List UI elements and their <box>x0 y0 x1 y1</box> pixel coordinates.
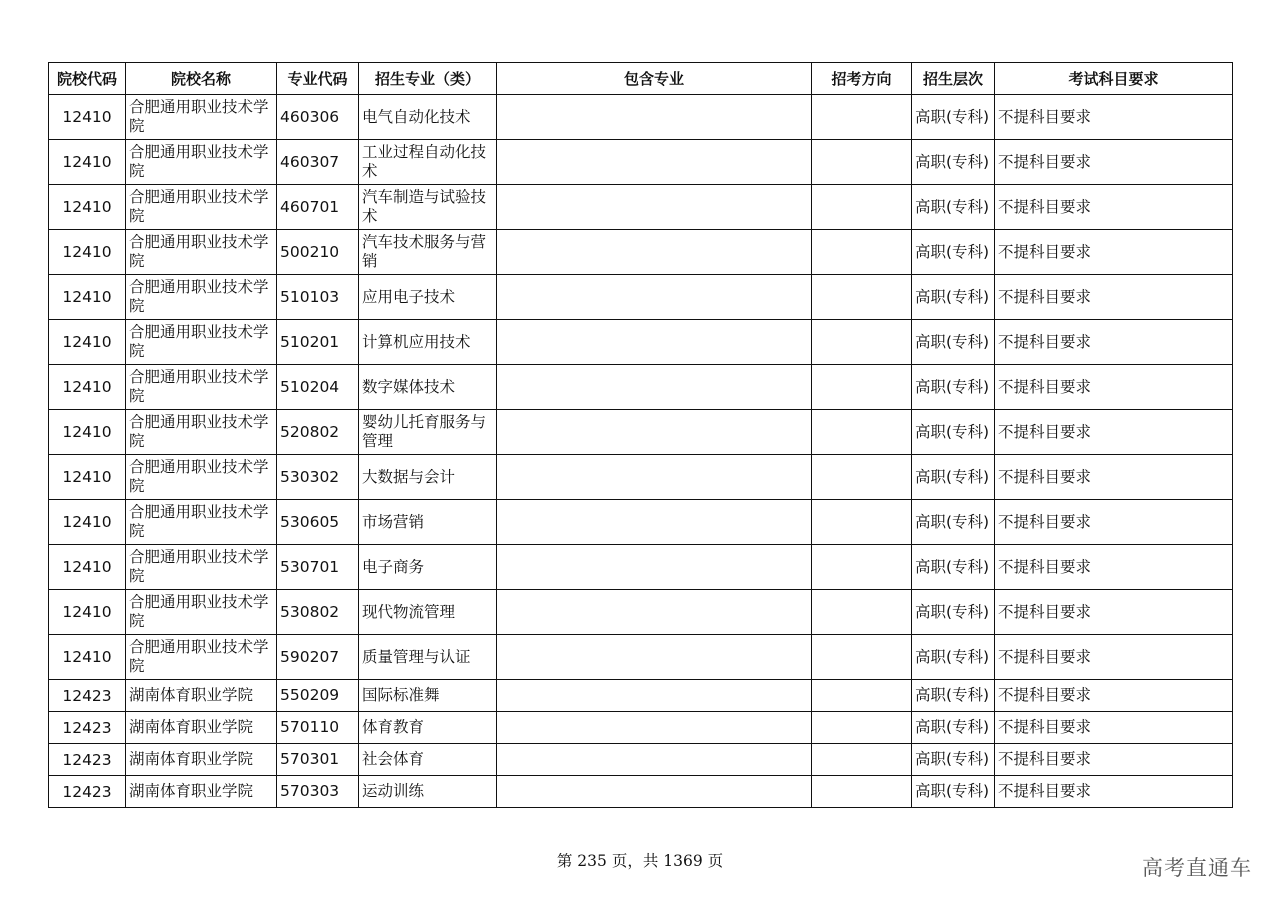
header-major: 招生专业（类） <box>359 63 497 95</box>
level-cell: 高职(专科) <box>912 680 995 712</box>
major-cell: 市场营销 <box>359 500 497 545</box>
school-name-cell: 合肥通用职业技术学院 <box>126 230 277 275</box>
included-majors-cell <box>497 140 812 185</box>
table-row <box>49 455 1233 500</box>
major-code-cell: 530302 <box>277 455 359 500</box>
requirement-cell: 不提科目要求 <box>995 140 1233 185</box>
school-code-cell: 12423 <box>49 680 126 712</box>
included-majors-cell <box>497 95 812 140</box>
major-cell: 电子商务 <box>359 545 497 590</box>
table-row <box>49 590 1233 635</box>
level-cell: 高职(专科) <box>912 545 995 590</box>
level-cell: 高职(专科) <box>912 635 995 680</box>
major-code-cell: 500210 <box>277 230 359 275</box>
header-included-majors: 包含专业 <box>497 63 812 95</box>
header-school-code: 院校代码 <box>49 63 126 95</box>
table-row <box>49 545 1233 590</box>
major-code-cell: 520802 <box>277 410 359 455</box>
school-code-cell: 12410 <box>49 455 126 500</box>
requirement-cell: 不提科目要求 <box>995 410 1233 455</box>
direction-cell <box>812 680 912 712</box>
school-name-cell: 合肥通用职业技术学院 <box>126 95 277 140</box>
table-row <box>49 140 1233 185</box>
watermark: 高考直通车 <box>1142 856 1252 880</box>
major-code-cell: 570110 <box>277 712 359 744</box>
school-code-cell: 12410 <box>49 500 126 545</box>
major-cell: 工业过程自动化技术 <box>359 140 497 185</box>
major-code-cell: 550209 <box>277 680 359 712</box>
header-direction: 招考方向 <box>812 63 912 95</box>
included-majors-cell <box>497 365 812 410</box>
table-header-row <box>49 63 1233 95</box>
major-cell: 国际标准舞 <box>359 680 497 712</box>
table-row <box>49 680 1233 712</box>
school-name-cell: 湖南体育职业学院 <box>126 744 277 776</box>
major-code-cell: 570303 <box>277 776 359 808</box>
school-code-cell: 12410 <box>49 545 126 590</box>
school-code-cell: 12423 <box>49 744 126 776</box>
school-code-cell: 12410 <box>49 365 126 410</box>
major-code-cell: 510103 <box>277 275 359 320</box>
major-cell: 汽车技术服务与营销 <box>359 230 497 275</box>
major-code-cell: 460307 <box>277 140 359 185</box>
requirement-cell: 不提科目要求 <box>995 455 1233 500</box>
requirement-cell: 不提科目要求 <box>995 365 1233 410</box>
requirement-cell: 不提科目要求 <box>995 95 1233 140</box>
table-row <box>49 95 1233 140</box>
major-cell: 质量管理与认证 <box>359 635 497 680</box>
direction-cell <box>812 140 912 185</box>
table-row <box>49 230 1233 275</box>
major-cell: 电气自动化技术 <box>359 95 497 140</box>
included-majors-cell <box>497 680 812 712</box>
school-code-cell: 12410 <box>49 185 126 230</box>
table-row <box>49 776 1233 808</box>
school-name-cell: 湖南体育职业学院 <box>126 776 277 808</box>
level-cell: 高职(专科) <box>912 185 995 230</box>
requirement-cell: 不提科目要求 <box>995 744 1233 776</box>
major-code-cell: 570301 <box>277 744 359 776</box>
school-name-cell: 合肥通用职业技术学院 <box>126 185 277 230</box>
direction-cell <box>812 320 912 365</box>
school-code-cell: 12410 <box>49 95 126 140</box>
page-footer: 第 235 页，共 1369 页 <box>556 852 724 870</box>
school-name-cell: 合肥通用职业技术学院 <box>126 140 277 185</box>
table-row <box>49 712 1233 744</box>
requirement-cell: 不提科目要求 <box>995 275 1233 320</box>
major-cell: 计算机应用技术 <box>359 320 497 365</box>
school-name-cell: 合肥通用职业技术学院 <box>126 635 277 680</box>
direction-cell <box>812 744 912 776</box>
requirement-cell: 不提科目要求 <box>995 776 1233 808</box>
school-name-cell: 合肥通用职业技术学院 <box>126 590 277 635</box>
direction-cell <box>812 455 912 500</box>
school-name-cell: 合肥通用职业技术学院 <box>126 545 277 590</box>
included-majors-cell <box>497 500 812 545</box>
table-row <box>49 320 1233 365</box>
school-name-cell: 合肥通用职业技术学院 <box>126 455 277 500</box>
school-code-cell: 12423 <box>49 712 126 744</box>
direction-cell <box>812 95 912 140</box>
requirement-cell: 不提科目要求 <box>995 680 1233 712</box>
school-code-cell: 12410 <box>49 410 126 455</box>
major-cell: 大数据与会计 <box>359 455 497 500</box>
level-cell: 高职(专科) <box>912 275 995 320</box>
included-majors-cell <box>497 230 812 275</box>
table-row <box>49 410 1233 455</box>
school-code-cell: 12410 <box>49 320 126 365</box>
school-code-cell: 12410 <box>49 635 126 680</box>
included-majors-cell <box>497 635 812 680</box>
school-name-cell: 湖南体育职业学院 <box>126 680 277 712</box>
level-cell: 高职(专科) <box>912 140 995 185</box>
major-code-cell: 510201 <box>277 320 359 365</box>
direction-cell <box>812 365 912 410</box>
major-cell: 现代物流管理 <box>359 590 497 635</box>
level-cell: 高职(专科) <box>912 320 995 365</box>
direction-cell <box>812 545 912 590</box>
header-level: 招生层次 <box>912 63 995 95</box>
direction-cell <box>812 500 912 545</box>
requirement-cell: 不提科目要求 <box>995 590 1233 635</box>
school-name-cell: 合肥通用职业技术学院 <box>126 410 277 455</box>
major-cell: 社会体育 <box>359 744 497 776</box>
level-cell: 高职(专科) <box>912 712 995 744</box>
major-cell: 汽车制造与试验技术 <box>359 185 497 230</box>
included-majors-cell <box>497 455 812 500</box>
included-majors-cell <box>497 545 812 590</box>
level-cell: 高职(专科) <box>912 365 995 410</box>
direction-cell <box>812 275 912 320</box>
header-major-code: 专业代码 <box>277 63 359 95</box>
school-name-cell: 湖南体育职业学院 <box>126 712 277 744</box>
level-cell: 高职(专科) <box>912 776 995 808</box>
table-row <box>49 185 1233 230</box>
major-cell: 数字媒体技术 <box>359 365 497 410</box>
direction-cell <box>812 776 912 808</box>
level-cell: 高职(专科) <box>912 230 995 275</box>
included-majors-cell <box>497 320 812 365</box>
direction-cell <box>812 635 912 680</box>
school-name-cell: 合肥通用职业技术学院 <box>126 500 277 545</box>
major-code-cell: 510204 <box>277 365 359 410</box>
table-row <box>49 500 1233 545</box>
requirement-cell: 不提科目要求 <box>995 712 1233 744</box>
level-cell: 高职(专科) <box>912 410 995 455</box>
school-code-cell: 12410 <box>49 590 126 635</box>
school-name-cell: 合肥通用职业技术学院 <box>126 275 277 320</box>
school-code-cell: 12410 <box>49 140 126 185</box>
included-majors-cell <box>497 275 812 320</box>
included-majors-cell <box>497 410 812 455</box>
direction-cell <box>812 230 912 275</box>
direction-cell <box>812 590 912 635</box>
requirement-cell: 不提科目要求 <box>995 545 1233 590</box>
level-cell: 高职(专科) <box>912 95 995 140</box>
table-row <box>49 635 1233 680</box>
school-code-cell: 12410 <box>49 230 126 275</box>
major-code-cell: 590207 <box>277 635 359 680</box>
enrollment-table <box>48 62 1233 808</box>
included-majors-cell <box>497 590 812 635</box>
requirement-cell: 不提科目要求 <box>995 320 1233 365</box>
table-row <box>49 744 1233 776</box>
major-code-cell: 530802 <box>277 590 359 635</box>
included-majors-cell <box>497 712 812 744</box>
requirement-cell: 不提科目要求 <box>995 185 1233 230</box>
major-cell: 应用电子技术 <box>359 275 497 320</box>
table-row <box>49 275 1233 320</box>
major-code-cell: 460306 <box>277 95 359 140</box>
school-name-cell: 合肥通用职业技术学院 <box>126 365 277 410</box>
major-cell: 运动训练 <box>359 776 497 808</box>
included-majors-cell <box>497 776 812 808</box>
header-requirement: 考试科目要求 <box>995 63 1233 95</box>
level-cell: 高职(专科) <box>912 455 995 500</box>
included-majors-cell <box>497 744 812 776</box>
level-cell: 高职(专科) <box>912 590 995 635</box>
direction-cell <box>812 712 912 744</box>
table-row <box>49 365 1233 410</box>
requirement-cell: 不提科目要求 <box>995 230 1233 275</box>
school-code-cell: 12423 <box>49 776 126 808</box>
level-cell: 高职(专科) <box>912 500 995 545</box>
major-code-cell: 530605 <box>277 500 359 545</box>
level-cell: 高职(专科) <box>912 744 995 776</box>
major-cell: 体育教育 <box>359 712 497 744</box>
header-school-name: 院校名称 <box>126 63 277 95</box>
requirement-cell: 不提科目要求 <box>995 500 1233 545</box>
included-majors-cell <box>497 185 812 230</box>
major-code-cell: 530701 <box>277 545 359 590</box>
requirement-cell: 不提科目要求 <box>995 635 1233 680</box>
major-code-cell: 460701 <box>277 185 359 230</box>
direction-cell <box>812 410 912 455</box>
direction-cell <box>812 185 912 230</box>
school-name-cell: 合肥通用职业技术学院 <box>126 320 277 365</box>
major-cell: 婴幼儿托育服务与管理 <box>359 410 497 455</box>
school-code-cell: 12410 <box>49 275 126 320</box>
